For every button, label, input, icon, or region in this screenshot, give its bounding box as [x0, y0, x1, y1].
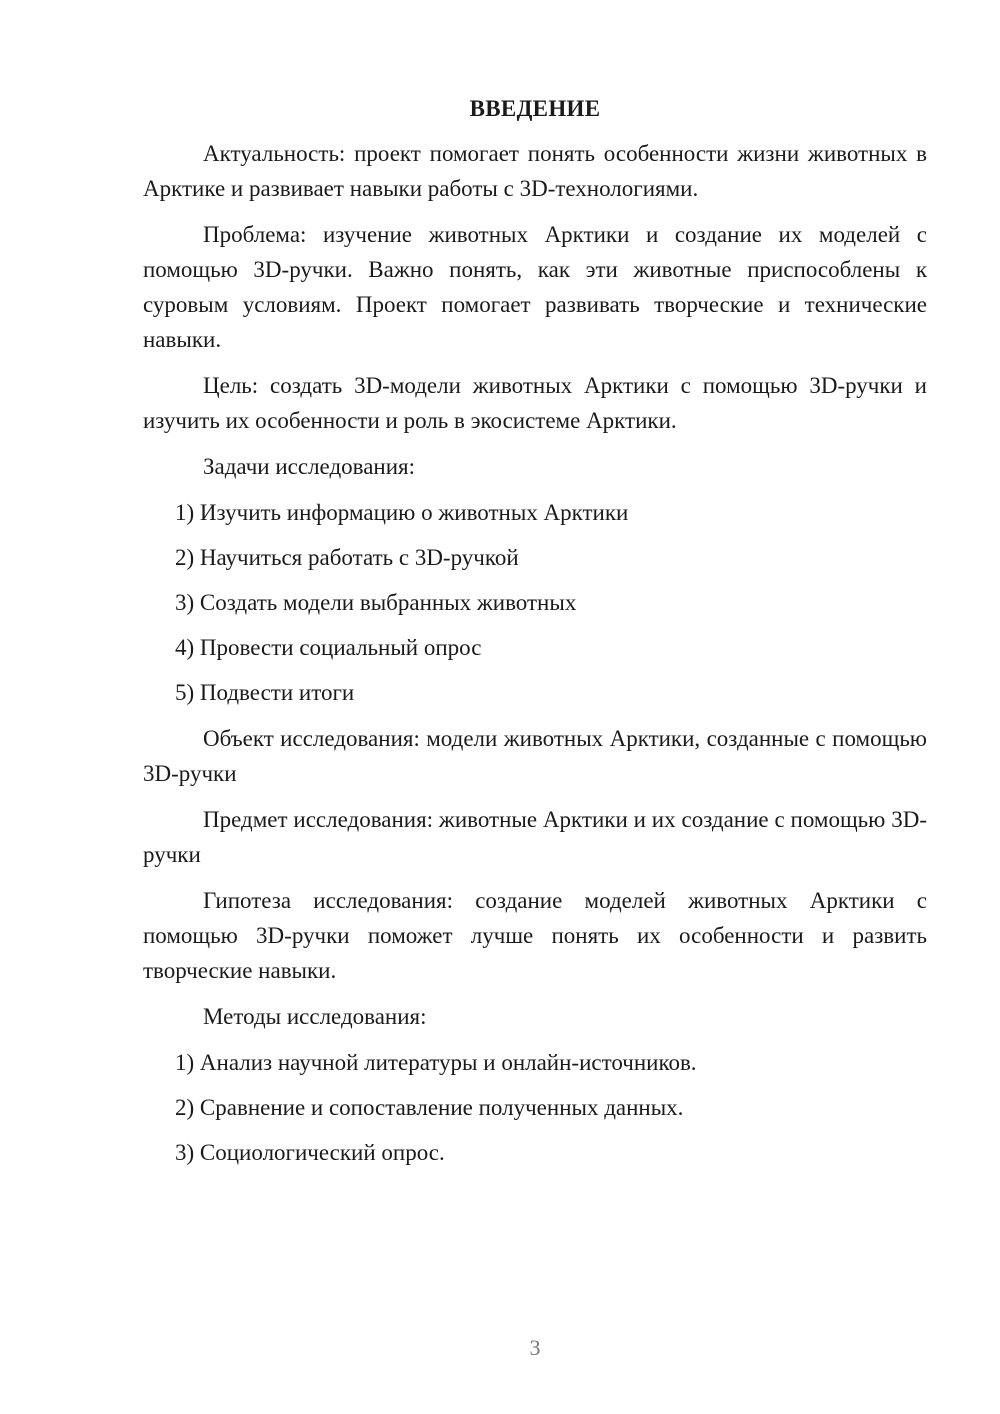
- methods-list: [143, 1045, 927, 1170]
- tasks-list: [143, 495, 927, 710]
- page-content: [143, 91, 927, 1181]
- list-item: 2) Научиться работать с 3D-ручкой: [175, 545, 519, 570]
- methods-heading: Методы исследования:: [203, 1004, 427, 1029]
- list-item: 5) Подвести итоги: [175, 680, 355, 705]
- list-item: 4) Провести социальный опрос: [175, 635, 482, 660]
- page-number: 3: [529, 1335, 541, 1360]
- list-item: 3) Создать модели выбранных животных: [175, 590, 577, 615]
- list-item: 1) Изучить информацию о животных Арктики: [175, 500, 629, 525]
- hypothesis-paragraph: Гипотеза исследования: создание моделей животных Арктики с помощью 3D-ручки поможет лучше понять их особенности и развить творческие навыки.: [143, 888, 927, 983]
- problem-paragraph: Проблема: изучение животных Арктики и создание их моделей с помощью 3D-ручки. Важно понять, как эти животные приспособлены к суровым условиям. Проект помогает развивать творческие и технические навыки.: [143, 222, 927, 352]
- relevance-paragraph: Актуальность: проект помогает понять особенности жизни животных в Арктике и развивает навыки работы с 3D-технологиями.: [143, 141, 927, 201]
- subject-paragraph: Предмет исследования: животные Арктики и их создание с помощью 3D-ручки: [143, 807, 927, 867]
- goal-paragraph: Цель: создать 3D-модели животных Арктики с помощью 3D-ручки и изучить их особенности и роль в экосистеме Арктики.: [143, 373, 927, 433]
- list-item: 3) Социологический опрос.: [175, 1140, 445, 1165]
- list-item: 1) Анализ научной литературы и онлайн-источников.: [175, 1050, 697, 1075]
- object-paragraph: Объект исследования: модели животных Арктики, созданные с помощью 3D-ручки: [143, 726, 927, 786]
- section-title: ВВЕДЕНИЕ: [469, 96, 601, 121]
- list-item: 2) Сравнение и сопоставление полученных данных.: [175, 1095, 684, 1120]
- tasks-heading: Задачи исследования:: [203, 454, 416, 479]
